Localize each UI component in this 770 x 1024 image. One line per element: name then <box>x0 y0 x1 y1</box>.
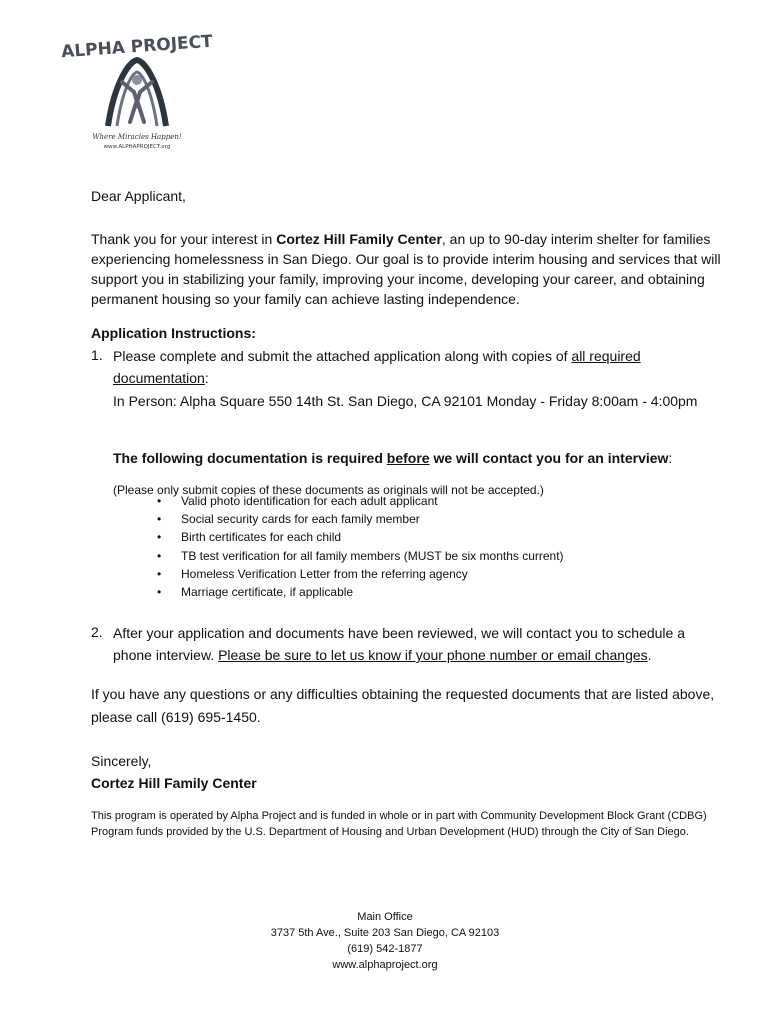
list-item-text: TB test verification for all family members (MUST be six months current) <box>181 548 564 563</box>
instruction-item-2 <box>91 622 721 666</box>
list-item <box>157 565 564 583</box>
questions-paragraph: If you have any questions or any difficulties obtaining the requested documents that are listed above, please call (619) 695-1450. <box>91 686 715 725</box>
list-item <box>157 510 564 528</box>
footer-office: Main Office <box>357 911 413 923</box>
intro-text-before: Thank you for your interest in <box>91 231 277 247</box>
signature: Cortez Hill Family Center <box>91 775 257 791</box>
all-required-documentation-link: all required documentation <box>113 348 641 386</box>
bullet-icon: • <box>157 548 162 563</box>
greeting: Dear Applicant, <box>91 188 186 204</box>
center-name: Cortez Hill Family Center <box>276 231 442 247</box>
bullet-icon: • <box>157 585 162 600</box>
intro-text-after: , an up to 90-day interim shelter for families experiencing homelessness in San Diego. Our goal is to provide interim housing and services that will support you in stabilizing your family, improving your income, developing your career, and obtaining permanent housing so your family can achieve lasting independence. <box>91 231 721 307</box>
footer-phone: (619) 542-1877 <box>347 943 423 955</box>
instructions-heading: Application Instructions: <box>91 325 256 341</box>
bullet-icon: • <box>157 494 162 508</box>
item-number: 1. <box>91 347 103 363</box>
footer <box>0 909 770 973</box>
item-2-text-after: . <box>647 647 652 663</box>
item-1-text-after: : <box>204 370 209 386</box>
list-item-text: Marriage certificate, if applicable <box>181 585 354 600</box>
requirements-heading <box>113 448 723 468</box>
item-2-text <box>113 622 721 666</box>
item-2-text-before: After your application and documents have been reviewed, we will contact you to schedule a phone interview. <box>113 625 686 663</box>
list-item-text: Social security cards for each family member <box>181 512 420 527</box>
alpha-project-logo <box>60 30 214 154</box>
list-item <box>157 583 564 601</box>
intro-paragraph <box>91 229 721 309</box>
req-heading-after: we will contact you for an interview <box>429 450 669 466</box>
list-item <box>157 492 564 510</box>
bullet-icon: • <box>157 530 162 545</box>
req-heading-before-word: before <box>386 450 430 466</box>
bullet-icon: • <box>157 512 162 527</box>
list-item <box>157 528 564 546</box>
list-item <box>157 547 564 565</box>
list-item-text: Homeless Verification Letter from the referring agency <box>181 566 468 581</box>
funding-note: This program is operated by Alpha Project and is funded in whole or in part with Community Development Block Grant (CDBG) Program funds provided by the U.S. Department of Housing and Urban Development (HUD) through the City of San Diego. <box>91 810 707 838</box>
requirements-note: (Please only submit copies of these documents as originals will not be accepted.) <box>113 483 544 497</box>
bullet-icon: • <box>157 566 162 581</box>
closing: Sincerely, <box>91 753 152 769</box>
footer-address: 3737 5th Ave., Suite 203 San Diego, CA 92103 <box>270 927 500 939</box>
item-number: 2. <box>91 624 103 640</box>
item-1-text <box>113 345 721 389</box>
contact-change-notice: Please be sure to let us know if your phone number or email changes <box>218 647 648 663</box>
alpha-project-logo-graphic <box>60 30 214 154</box>
instruction-item-1 <box>91 345 721 411</box>
req-heading-colon: : <box>668 450 673 466</box>
req-heading-before: The following documentation is required <box>113 450 387 466</box>
svg-text:Where Miracles Happen!: Where Miracles Happen! <box>92 133 182 141</box>
item-1-text-before: Please complete and submit the attached application along with copies of <box>113 348 572 364</box>
list-item-text: Birth certificates for each child <box>181 530 342 545</box>
required-documents-list <box>157 492 564 601</box>
list-item-text: Valid photo identification for each adult applicant <box>181 494 438 508</box>
svg-text:ALPHA PROJECT: ALPHA PROJECT <box>60 31 214 63</box>
footer-website: www.alphaproject.org <box>332 959 438 971</box>
in-person-address: In Person: Alpha Square 550 14th St. San Diego, CA 92101 Monday - Friday 8:00am - 4:00pm <box>113 393 698 409</box>
svg-text:www.ALPHAPROJECT.org: www.ALPHAPROJECT.org <box>103 144 171 150</box>
